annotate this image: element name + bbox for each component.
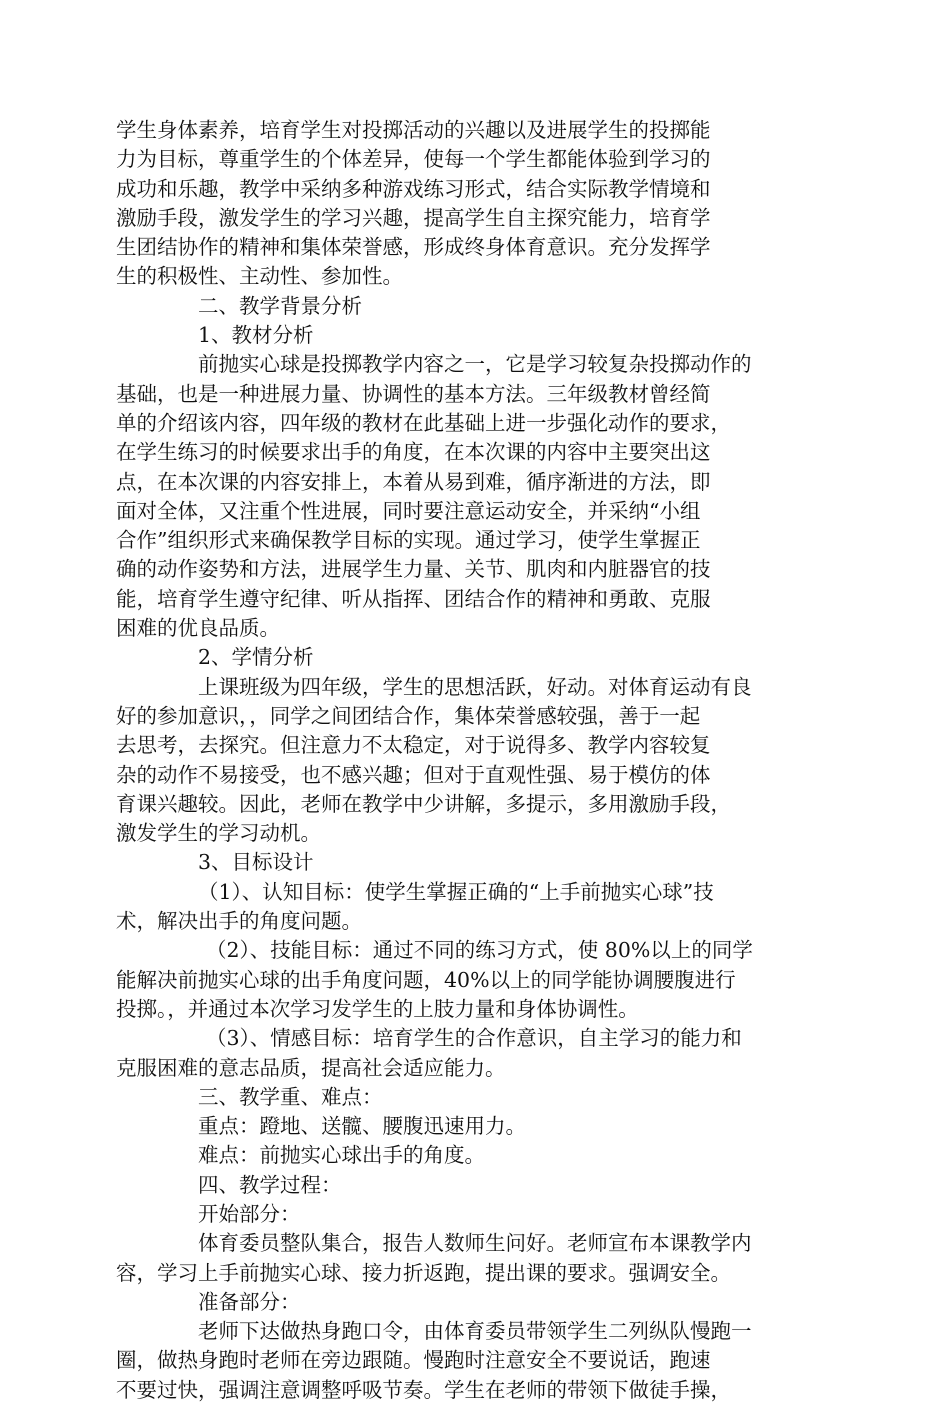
paragraph-line: 力为目标，尊重学生的个体差异，使每一个学生都能体验到学习的 (116, 147, 711, 172)
paragraph-line: 成功和乐趣，教学中采纳多种游戏练习形式，结合实际教学情境和 (116, 176, 711, 201)
paragraph-line: （2）、技能目标：通过不同的练习方式，使 80%以上的同学 (206, 938, 753, 963)
paragraph-line: 去思考，去探究。但注意力不太稳定，对于说得多、教学内容较复 (116, 733, 711, 758)
paragraph-line: 术，解决出手的角度问题。 (116, 909, 362, 934)
section-heading: 二、教学背景分析 (198, 293, 362, 318)
paragraph-line: 激励手段，激发学生的学习兴趣，提高学生自主探究能力，培育学 (116, 205, 711, 230)
paragraph-line: 前抛实心球是投掷教学内容之一，它是学习较复杂投掷动作的 (198, 352, 752, 377)
paragraph-line: 面对全体，又注重个性进展，同时要注意运动安全，并采纳“小组 (116, 498, 701, 523)
subsection-heading: 3、目标设计 (198, 850, 314, 875)
paragraph-line: 生的积极性、主动性、参加性。 (116, 264, 403, 289)
paragraph-line: 点，在本次课的内容安排上，本着从易到难，循序渐进的方法，即 (116, 469, 711, 494)
paragraph-line: 单的介绍该内容，四年级的教材在此基础上进一步强化动作的要求， (116, 410, 731, 435)
document-page (116, 116, 820, 1405)
paragraph-line: 合作”组织形式来确保教学目标的实现。通过学习，使学生掌握正 (116, 528, 701, 553)
paragraph-line: 能解决前抛实心球的出手角度问题，40%以上的同学能协调腰腹进行 (116, 967, 736, 992)
paragraph-line: 重点：蹬地、送髋、腰腹迅速用力。 (198, 1114, 526, 1139)
paragraph-line: 困难的优良品质。 (116, 616, 280, 641)
paragraph-line: 老师下达做热身跑口令，由体育委员带领学生二列纵队慢跑一 (198, 1319, 752, 1344)
paragraph-line: 学生身体素养，培育学生对投掷活动的兴趣以及进展学生的投掷能 (116, 118, 711, 142)
section-heading: 三、教学重、难点： (198, 1084, 383, 1109)
subsection-heading: 开始部分： (198, 1201, 301, 1226)
section-heading: 四、教学过程： (198, 1172, 342, 1197)
paragraph-line: （3）、情感目标：培育学生的合作意识，自主学习的能力和 (206, 1026, 742, 1051)
paragraph-line: 容，学习上手前抛实心球、接力折返跑，提出课的要求。强调安全。 (116, 1260, 731, 1285)
subsection-heading: 2、学情分析 (198, 645, 314, 670)
paragraph-line: 在学生练习的时候要求出手的角度，在本次课的内容中主要突出这 (116, 440, 711, 465)
paragraph-line: 基础，也是一种进展力量、协调性的基本方法。三年级教材曾经简 (116, 381, 711, 406)
paragraph-line: 生团结协作的精神和集体荣誉感，形成终身体育意识。充分发挥学 (116, 235, 711, 260)
paragraph-line: 上课班级为四年级，学生的思想活跃，好动。对体育运动有良 (198, 674, 752, 699)
paragraph-line: 能，培育学生遵守纪律、听从指挥、团结合作的精神和勇敢、克服 (116, 586, 711, 611)
paragraph-line: 体育委员整队集合，报告人数师生问好。老师宣布本课教学内 (198, 1231, 752, 1256)
paragraph-line: 育课兴趣较。因此，老师在教学中少讲解，多提示，多用激励手段， (116, 791, 731, 816)
subsection-heading: 1、教材分析 (198, 323, 314, 348)
paragraph-line: 圈，做热身跑时老师在旁边跟随。慢跑时注意安全不要说话，跑速 (116, 1348, 711, 1373)
paragraph-line: 投掷。，并通过本次学习发学生的上肢力量和身体协调性。 (116, 996, 639, 1021)
paragraph-line: 杂的动作不易接受，也不感兴趣；但对于直观性强、易于模仿的体 (116, 762, 711, 787)
paragraph-line: 确的动作姿势和方法，进展学生力量、关节、肌肉和内脏器官的技 (116, 557, 711, 582)
paragraph-line: 不要过快，强调注意调整呼吸节奏。学生在老师的带领下做徒手操， (116, 1377, 731, 1402)
paragraph-line: （1）、认知目标：使学生掌握正确的“上手前抛实心球”技 (198, 879, 714, 904)
paragraph-line: 难点：前抛实心球出手的角度。 (198, 1143, 485, 1168)
subsection-heading: 准备部分： (198, 1289, 301, 1314)
paragraph-line: 好的参加意识，，同学之间团结合作，集体荣誉感较强，善于一起 (116, 703, 701, 728)
paragraph-line: 激发学生的学习动机。 (116, 821, 321, 846)
paragraph-line: 克服困难的意志品质，提高社会适应能力。 (116, 1055, 506, 1080)
